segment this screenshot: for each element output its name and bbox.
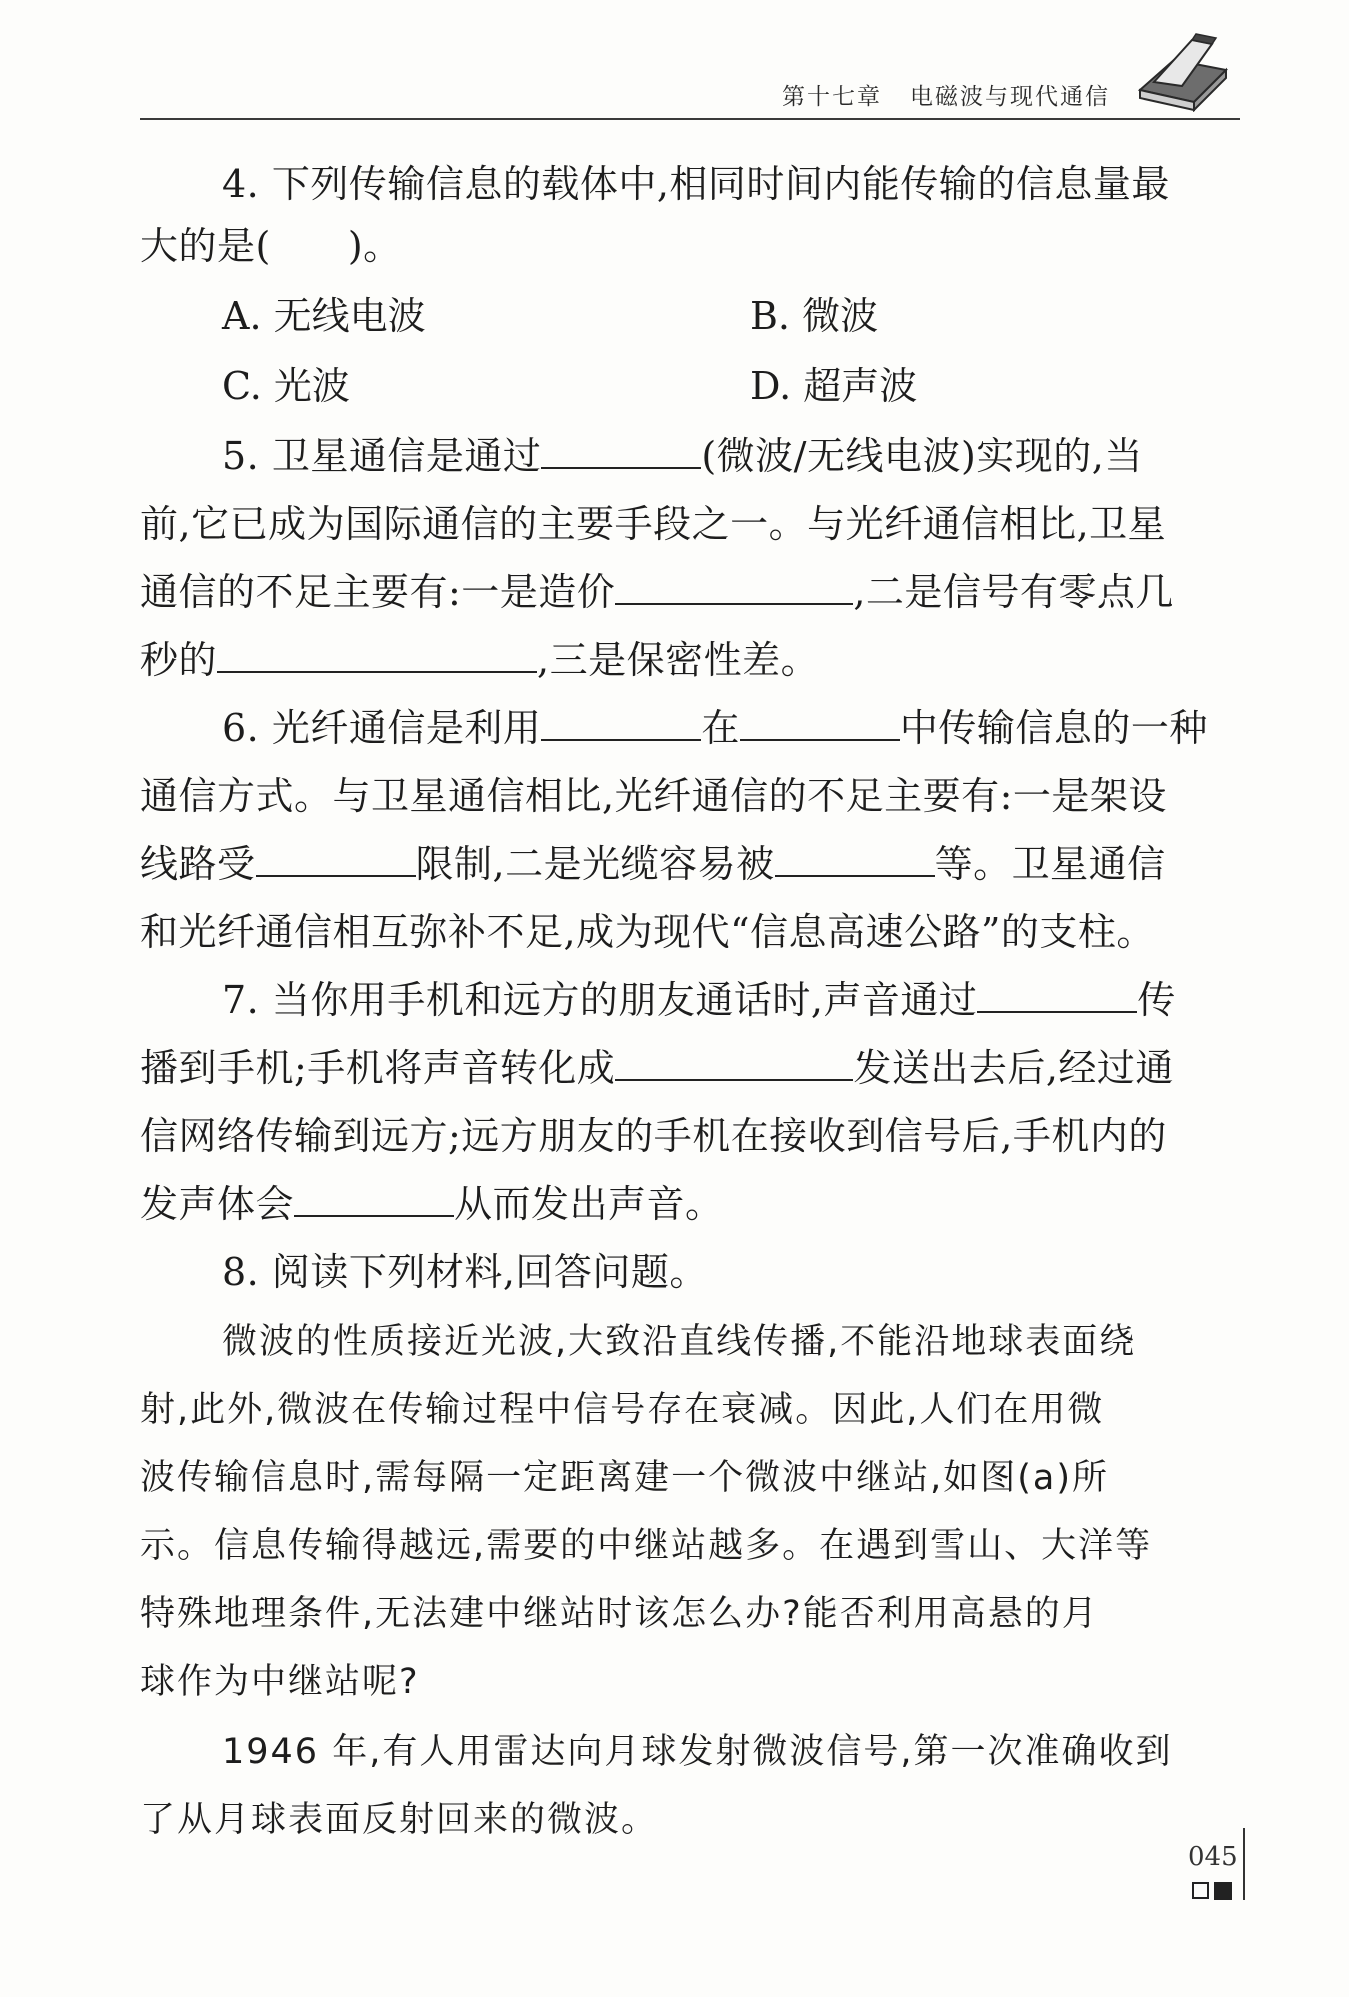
q4-option-a: A. 无线电波 — [222, 294, 426, 338]
q4-stem-line2: 大的是( )。 — [140, 224, 402, 268]
q5-line1: 5. 卫星通信是通过 (微波/无线电波)实现的,当 — [222, 434, 1143, 478]
q6-line3: 线路受 限制,二是光缆容易被 等。卫星通信 — [140, 842, 1166, 886]
chapter-title: 电磁波与现代通信 — [910, 84, 1110, 110]
q5-line2: 前,它已成为国际通信的主要手段之一。与光纤通信相比,卫星 — [140, 502, 1167, 546]
q4-option-c: C. 光波 — [222, 364, 350, 408]
q7-blank-3[interactable] — [294, 1181, 454, 1217]
chapter-number: 第十七章 — [782, 84, 882, 110]
q8-reading-line: 射,此外,微波在传输过程中信号存在衰减。因此,人们在用微 — [140, 1390, 1105, 1430]
q8-reading-line: 特殊地理条件,无法建中继站时该怎么办?能否利用高悬的月 — [140, 1594, 1099, 1634]
q5-line3: 通信的不足主要有:一是造价 ,二是信号有零点几 — [140, 570, 1174, 614]
q5-blank-2[interactable] — [615, 569, 853, 605]
q8-reading-line: 了从月球表面反射回来的微波。 — [140, 1800, 659, 1840]
q7-line2: 播到手机;手机将声音转化成 发送出去后,经过通 — [140, 1046, 1174, 1090]
q5-line4: 秒的 ,三是保密性差。 — [140, 638, 820, 682]
q6-blank-4[interactable] — [775, 841, 935, 877]
chapter-header — [782, 78, 1110, 111]
q4-stem-line1: 4. 下列传输信息的载体中,相同时间内能传输的信息量最 — [222, 162, 1170, 206]
q6-blank-3[interactable] — [256, 841, 416, 877]
q7-line3: 信网络传输到远方;远方朋友的手机在接收到信号后,手机内的 — [140, 1114, 1167, 1158]
book-icon — [1134, 30, 1230, 112]
q8-reading-line: 球作为中继站呢? — [140, 1662, 420, 1702]
q6-line2: 通信方式。与卫星通信相比,光纤通信的不足主要有:一是架设 — [140, 774, 1167, 818]
q8-reading-line: 波传输信息时,需每隔一定距离建一个微波中继站,如图(a)所 — [140, 1458, 1110, 1498]
q6-line1: 6. 光纤通信是利用 在 中传输信息的一种 — [222, 706, 1208, 750]
q8-reading-line: 微波的性质接近光波,大致沿直线传播,不能沿地球表面绕 — [222, 1322, 1137, 1362]
page-number-divider — [1243, 1828, 1245, 1900]
q8-reading-line: 示。信息传输得越远,需要的中继站越多。在遇到雪山、大洋等 — [140, 1526, 1153, 1566]
q7-blank-2[interactable] — [615, 1045, 853, 1081]
page-number: 045 — [1188, 1842, 1238, 1872]
q6-blank-1[interactable] — [541, 705, 701, 741]
q5-blank-1[interactable] — [541, 433, 701, 469]
q6-blank-2[interactable] — [740, 705, 900, 741]
q6-line4: 和光纤通信相互弥补不足,成为现代“信息高速公路”的支柱。 — [140, 910, 1155, 954]
q8-stem: 8. 阅读下列材料,回答问题。 — [222, 1250, 708, 1294]
empty-square-icon — [1192, 1882, 1209, 1899]
q4-option-b: B. 微波 — [750, 294, 879, 338]
q5-blank-3[interactable] — [217, 637, 537, 673]
page-header — [140, 60, 1240, 120]
q7-blank-1[interactable] — [977, 977, 1137, 1013]
filled-square-icon — [1214, 1882, 1232, 1900]
q7-line1: 7. 当你用手机和远方的朋友通话时,声音通过 传 — [222, 978, 1176, 1022]
q7-line4: 发声体会 从而发出声音。 — [140, 1182, 724, 1226]
q4-option-d: D. 超声波 — [750, 364, 918, 408]
q8-reading-line: 1946 年,有人用雷达向月球发射微波信号,第一次准确收到 — [222, 1732, 1173, 1772]
